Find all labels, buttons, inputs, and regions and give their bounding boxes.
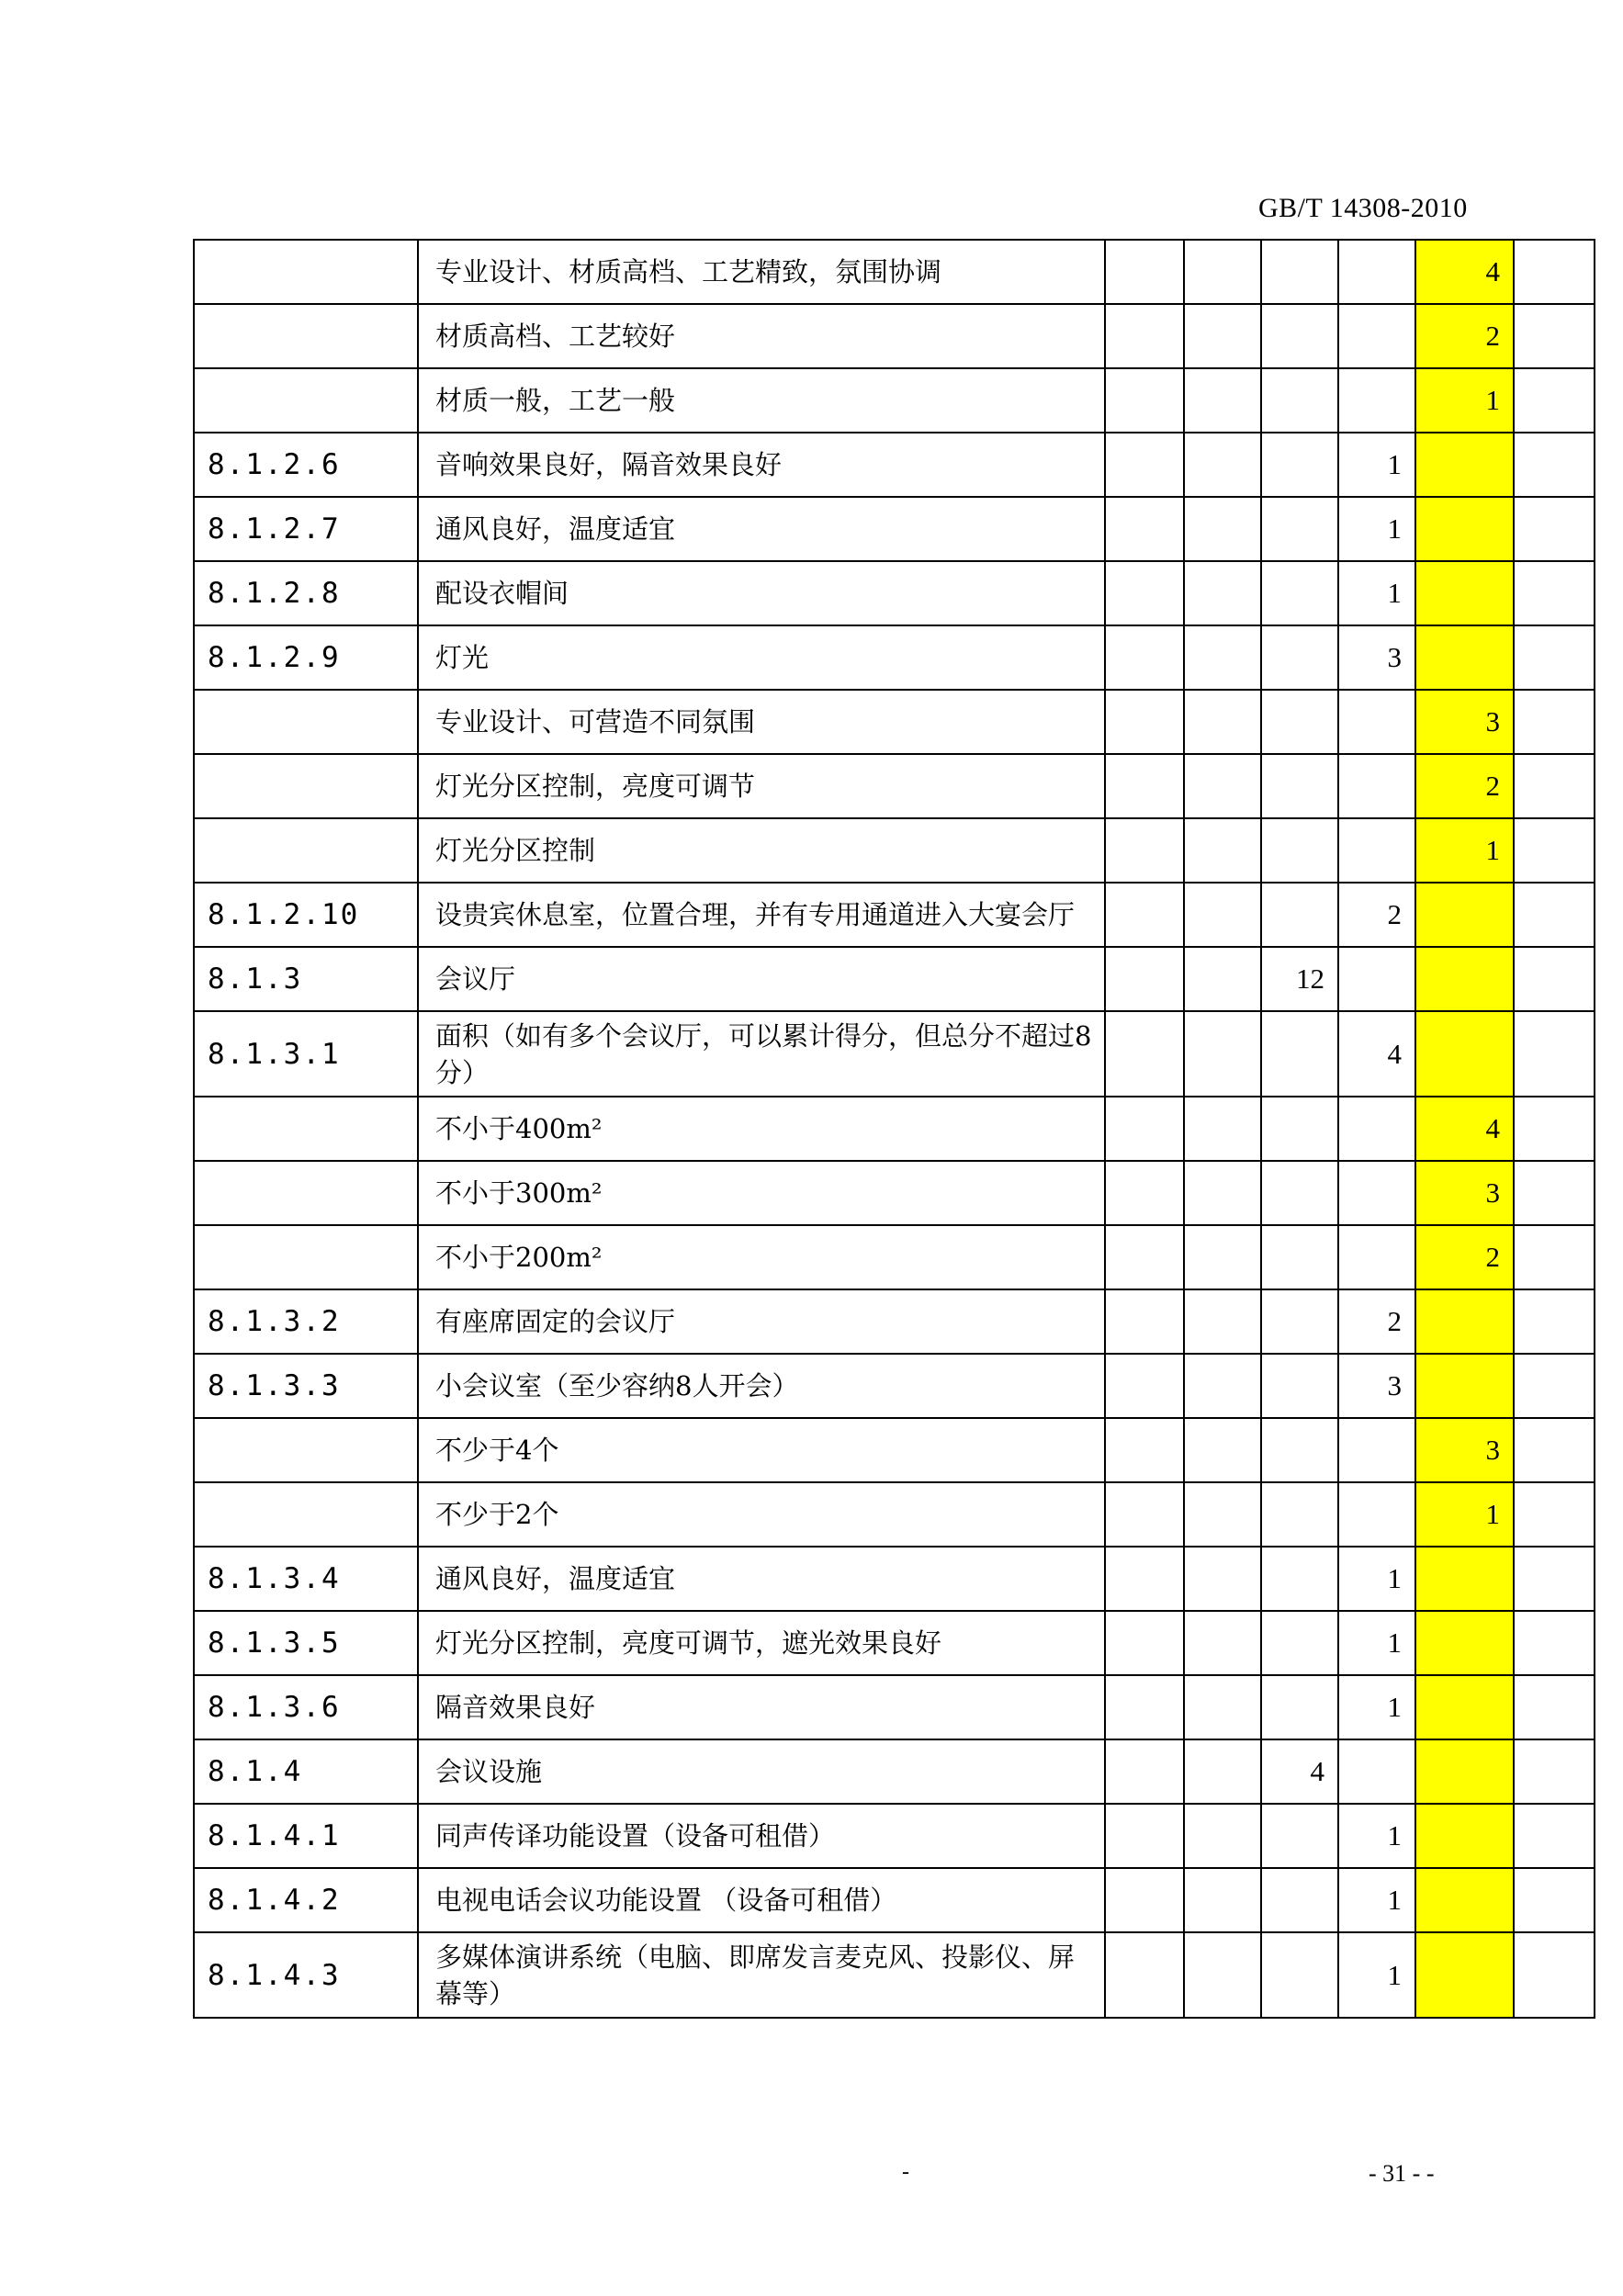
score-col-1	[1105, 1161, 1184, 1225]
score-col-1	[1105, 240, 1184, 304]
score-col-3	[1261, 1675, 1338, 1739]
item-code: 8.1.3.2	[194, 1289, 418, 1354]
score-col-5-highlighted	[1415, 1289, 1514, 1354]
score-col-3	[1261, 433, 1338, 497]
score-col-2	[1184, 1418, 1261, 1482]
item-description: 专业设计、可营造不同氛围	[418, 690, 1105, 754]
item-description: 不小于400m²	[418, 1097, 1105, 1161]
item-description: 设贵宾休息室，位置合理，并有专用通道进入大宴会厅	[418, 883, 1105, 947]
score-col-3: 12	[1261, 947, 1338, 1011]
score-col-1	[1105, 1289, 1184, 1354]
score-col-3	[1261, 1418, 1338, 1482]
score-col-2	[1184, 1289, 1261, 1354]
item-code: 8.1.3.5	[194, 1611, 418, 1675]
score-col-5-highlighted	[1415, 947, 1514, 1011]
score-col-5-highlighted	[1415, 625, 1514, 690]
blank-cell	[1514, 1932, 1595, 2018]
item-code: 8.1.4.1	[194, 1804, 418, 1868]
score-col-5-highlighted	[1415, 1011, 1514, 1097]
table-row	[194, 1482, 1595, 1547]
blank-cell	[1514, 1289, 1595, 1354]
table-row	[194, 1547, 1595, 1611]
score-col-3	[1261, 1097, 1338, 1161]
score-col-4: 1	[1338, 1547, 1415, 1611]
score-col-5-highlighted: 1	[1415, 818, 1514, 883]
item-code: 8.1.2.9	[194, 625, 418, 690]
footer-dash: -	[902, 2160, 909, 2184]
item-description: 面积（如有多个会议厅，可以累计得分，但总分不超过8分）	[418, 1011, 1105, 1097]
blank-cell	[1514, 625, 1595, 690]
score-col-4: 1	[1338, 1868, 1415, 1932]
score-col-1	[1105, 1482, 1184, 1547]
item-code: 8.1.3.4	[194, 1547, 418, 1611]
score-col-3	[1261, 368, 1338, 433]
score-col-3	[1261, 1611, 1338, 1675]
blank-cell	[1514, 304, 1595, 368]
item-description: 不小于200m²	[418, 1225, 1105, 1289]
item-code: 8.1.2.8	[194, 561, 418, 625]
table-row	[194, 304, 1595, 368]
score-col-3	[1261, 497, 1338, 561]
score-col-3	[1261, 1868, 1338, 1932]
score-col-2	[1184, 497, 1261, 561]
item-description: 不少于2个	[418, 1482, 1105, 1547]
item-code	[194, 1097, 418, 1161]
score-col-2	[1184, 304, 1261, 368]
item-code	[194, 304, 418, 368]
score-col-1	[1105, 304, 1184, 368]
item-description: 灯光分区控制，亮度可调节	[418, 754, 1105, 818]
blank-cell	[1514, 1804, 1595, 1868]
blank-cell	[1514, 1354, 1595, 1418]
score-col-2	[1184, 1547, 1261, 1611]
score-col-5-highlighted	[1415, 1739, 1514, 1804]
score-col-1	[1105, 561, 1184, 625]
score-col-3	[1261, 1225, 1338, 1289]
score-col-2	[1184, 433, 1261, 497]
score-col-1	[1105, 625, 1184, 690]
score-col-5-highlighted	[1415, 1675, 1514, 1739]
score-col-4	[1338, 754, 1415, 818]
score-col-3	[1261, 240, 1338, 304]
score-col-3	[1261, 883, 1338, 947]
score-col-4	[1338, 368, 1415, 433]
table-row	[194, 240, 1595, 304]
score-col-4: 1	[1338, 561, 1415, 625]
item-description: 音响效果良好，隔音效果良好	[418, 433, 1105, 497]
item-description: 电视电话会议功能设置 （设备可租借）	[418, 1868, 1105, 1932]
table-row	[194, 690, 1595, 754]
item-description: 通风良好，温度适宜	[418, 497, 1105, 561]
score-col-1	[1105, 1739, 1184, 1804]
blank-cell	[1514, 240, 1595, 304]
score-col-3	[1261, 818, 1338, 883]
table-row	[194, 818, 1595, 883]
item-description: 配设衣帽间	[418, 561, 1105, 625]
score-col-2	[1184, 561, 1261, 625]
score-col-4: 2	[1338, 883, 1415, 947]
score-col-4: 3	[1338, 1354, 1415, 1418]
score-col-2	[1184, 1482, 1261, 1547]
score-col-1	[1105, 1675, 1184, 1739]
score-col-5-highlighted	[1415, 883, 1514, 947]
score-col-1	[1105, 1097, 1184, 1161]
score-col-4: 2	[1338, 1289, 1415, 1354]
score-col-4	[1338, 947, 1415, 1011]
item-code	[194, 818, 418, 883]
score-col-3	[1261, 1289, 1338, 1354]
score-col-3	[1261, 561, 1338, 625]
item-description: 灯光	[418, 625, 1105, 690]
item-description: 隔音效果良好	[418, 1675, 1105, 1739]
blank-cell	[1514, 497, 1595, 561]
score-col-5-highlighted	[1415, 1354, 1514, 1418]
score-col-2	[1184, 368, 1261, 433]
score-col-3	[1261, 690, 1338, 754]
item-description: 会议厅	[418, 947, 1105, 1011]
table-row	[194, 368, 1595, 433]
score-col-5-highlighted: 2	[1415, 1225, 1514, 1289]
table-row	[194, 1011, 1595, 1097]
score-col-2	[1184, 1675, 1261, 1739]
score-col-5-highlighted	[1415, 561, 1514, 625]
item-description: 不少于4个	[418, 1418, 1105, 1482]
table-row	[194, 1225, 1595, 1289]
score-col-5-highlighted	[1415, 1932, 1514, 2018]
score-col-5-highlighted: 4	[1415, 240, 1514, 304]
score-col-4	[1338, 304, 1415, 368]
score-col-3: 4	[1261, 1739, 1338, 1804]
blank-cell	[1514, 1739, 1595, 1804]
blank-cell	[1514, 433, 1595, 497]
score-col-1	[1105, 1932, 1184, 2018]
score-col-4	[1338, 1161, 1415, 1225]
blank-cell	[1514, 1011, 1595, 1097]
item-code: 8.1.3.1	[194, 1011, 418, 1097]
score-col-1	[1105, 1804, 1184, 1868]
table-row	[194, 1611, 1595, 1675]
blank-cell	[1514, 1225, 1595, 1289]
score-col-3	[1261, 625, 1338, 690]
item-description: 通风良好，温度适宜	[418, 1547, 1105, 1611]
score-col-5-highlighted	[1415, 433, 1514, 497]
blank-cell	[1514, 947, 1595, 1011]
blank-cell	[1514, 1868, 1595, 1932]
table-row	[194, 1161, 1595, 1225]
page-number: - 31 - -	[1369, 2160, 1435, 2187]
score-col-2	[1184, 1097, 1261, 1161]
item-code: 8.1.2.6	[194, 433, 418, 497]
score-col-3	[1261, 1161, 1338, 1225]
table-row	[194, 625, 1595, 690]
score-col-2	[1184, 690, 1261, 754]
item-description: 专业设计、材质高档、工艺精致，氛围协调	[418, 240, 1105, 304]
score-col-4	[1338, 1418, 1415, 1482]
score-col-4: 1	[1338, 1611, 1415, 1675]
score-col-1	[1105, 883, 1184, 947]
score-col-3	[1261, 1932, 1338, 2018]
score-col-1	[1105, 1868, 1184, 1932]
score-col-4: 1	[1338, 497, 1415, 561]
score-col-4: 3	[1338, 625, 1415, 690]
score-col-5-highlighted	[1415, 497, 1514, 561]
score-col-3	[1261, 304, 1338, 368]
item-description: 灯光分区控制，亮度可调节，遮光效果良好	[418, 1611, 1105, 1675]
score-col-2	[1184, 754, 1261, 818]
score-col-5-highlighted	[1415, 1868, 1514, 1932]
score-col-1	[1105, 1547, 1184, 1611]
blank-cell	[1514, 883, 1595, 947]
score-col-2	[1184, 1354, 1261, 1418]
table-row	[194, 883, 1595, 947]
score-col-2	[1184, 625, 1261, 690]
item-code: 8.1.3.3	[194, 1354, 418, 1418]
item-code	[194, 1225, 418, 1289]
score-col-2	[1184, 818, 1261, 883]
item-code: 8.1.4.2	[194, 1868, 418, 1932]
score-col-4	[1338, 690, 1415, 754]
item-code	[194, 240, 418, 304]
score-col-1	[1105, 818, 1184, 883]
scoring-table	[193, 239, 1595, 2019]
item-code: 8.1.3.6	[194, 1675, 418, 1739]
item-code: 8.1.4	[194, 1739, 418, 1804]
score-col-1	[1105, 1011, 1184, 1097]
score-col-1	[1105, 497, 1184, 561]
score-col-2	[1184, 240, 1261, 304]
table-row	[194, 1804, 1595, 1868]
item-code	[194, 754, 418, 818]
score-col-2	[1184, 1225, 1261, 1289]
score-col-1	[1105, 1418, 1184, 1482]
item-description: 同声传译功能设置（设备可租借）	[418, 1804, 1105, 1868]
score-col-2	[1184, 1868, 1261, 1932]
score-col-5-highlighted: 2	[1415, 754, 1514, 818]
score-col-4: 1	[1338, 433, 1415, 497]
item-code	[194, 690, 418, 754]
score-col-4: 4	[1338, 1011, 1415, 1097]
score-col-5-highlighted: 3	[1415, 690, 1514, 754]
score-col-3	[1261, 1482, 1338, 1547]
score-col-1	[1105, 947, 1184, 1011]
score-col-5-highlighted	[1415, 1804, 1514, 1868]
score-col-2	[1184, 1161, 1261, 1225]
score-col-5-highlighted: 1	[1415, 368, 1514, 433]
item-description: 不小于300m²	[418, 1161, 1105, 1225]
table-row	[194, 1675, 1595, 1739]
item-description: 有座席固定的会议厅	[418, 1289, 1105, 1354]
score-col-4	[1338, 1739, 1415, 1804]
table-row	[194, 1868, 1595, 1932]
score-col-4: 1	[1338, 1804, 1415, 1868]
score-col-2	[1184, 883, 1261, 947]
table-row	[194, 1354, 1595, 1418]
item-code: 8.1.2.7	[194, 497, 418, 561]
blank-cell	[1514, 690, 1595, 754]
table-row	[194, 1418, 1595, 1482]
item-code: 8.1.2.10	[194, 883, 418, 947]
table-row	[194, 433, 1595, 497]
table-row	[194, 1289, 1595, 1354]
score-col-1	[1105, 433, 1184, 497]
item-description: 会议设施	[418, 1739, 1105, 1804]
item-code	[194, 1161, 418, 1225]
item-description: 灯光分区控制	[418, 818, 1105, 883]
item-code	[194, 368, 418, 433]
score-col-4	[1338, 1482, 1415, 1547]
score-col-5-highlighted	[1415, 1547, 1514, 1611]
blank-cell	[1514, 754, 1595, 818]
blank-cell	[1514, 561, 1595, 625]
blank-cell	[1514, 1547, 1595, 1611]
table-row	[194, 1932, 1595, 2018]
item-code: 8.1.4.3	[194, 1932, 418, 2018]
blank-cell	[1514, 1161, 1595, 1225]
table-row	[194, 947, 1595, 1011]
blank-cell	[1514, 1097, 1595, 1161]
score-col-5-highlighted: 3	[1415, 1418, 1514, 1482]
score-col-2	[1184, 1011, 1261, 1097]
blank-cell	[1514, 1611, 1595, 1675]
score-col-2	[1184, 947, 1261, 1011]
score-col-3	[1261, 1354, 1338, 1418]
score-col-3	[1261, 1011, 1338, 1097]
item-description: 多媒体演讲系统（电脑、即席发言麦克风、投影仪、屏幕等）	[418, 1932, 1105, 2018]
item-description: 材质一般，工艺一般	[418, 368, 1105, 433]
score-col-1	[1105, 1611, 1184, 1675]
blank-cell	[1514, 368, 1595, 433]
score-col-4	[1338, 1097, 1415, 1161]
score-col-1	[1105, 368, 1184, 433]
score-col-5-highlighted: 4	[1415, 1097, 1514, 1161]
score-col-3	[1261, 754, 1338, 818]
item-code	[194, 1418, 418, 1482]
score-col-4: 1	[1338, 1675, 1415, 1739]
score-col-1	[1105, 1354, 1184, 1418]
score-col-3	[1261, 1804, 1338, 1868]
score-col-1	[1105, 1225, 1184, 1289]
score-col-4	[1338, 1225, 1415, 1289]
score-col-2	[1184, 1611, 1261, 1675]
blank-cell	[1514, 1482, 1595, 1547]
blank-cell	[1514, 1418, 1595, 1482]
item-description: 材质高档、工艺较好	[418, 304, 1105, 368]
score-col-2	[1184, 1739, 1261, 1804]
score-col-5-highlighted: 2	[1415, 304, 1514, 368]
item-code: 8.1.3	[194, 947, 418, 1011]
blank-cell	[1514, 818, 1595, 883]
score-col-2	[1184, 1804, 1261, 1868]
score-col-1	[1105, 754, 1184, 818]
table-row	[194, 754, 1595, 818]
blank-cell	[1514, 1675, 1595, 1739]
item-description: 小会议室（至少容纳8人开会）	[418, 1354, 1105, 1418]
score-col-4	[1338, 818, 1415, 883]
score-col-5-highlighted: 3	[1415, 1161, 1514, 1225]
score-col-5-highlighted: 1	[1415, 1482, 1514, 1547]
score-col-5-highlighted	[1415, 1611, 1514, 1675]
score-col-1	[1105, 690, 1184, 754]
table-row	[194, 497, 1595, 561]
table-row	[194, 561, 1595, 625]
standard-code: GB/T 14308-2010	[1258, 193, 1468, 223]
score-col-4	[1338, 240, 1415, 304]
table-row	[194, 1097, 1595, 1161]
score-col-3	[1261, 1547, 1338, 1611]
item-code	[194, 1482, 418, 1547]
table-row	[194, 1739, 1595, 1804]
score-col-4: 1	[1338, 1932, 1415, 2018]
score-col-2	[1184, 1932, 1261, 2018]
